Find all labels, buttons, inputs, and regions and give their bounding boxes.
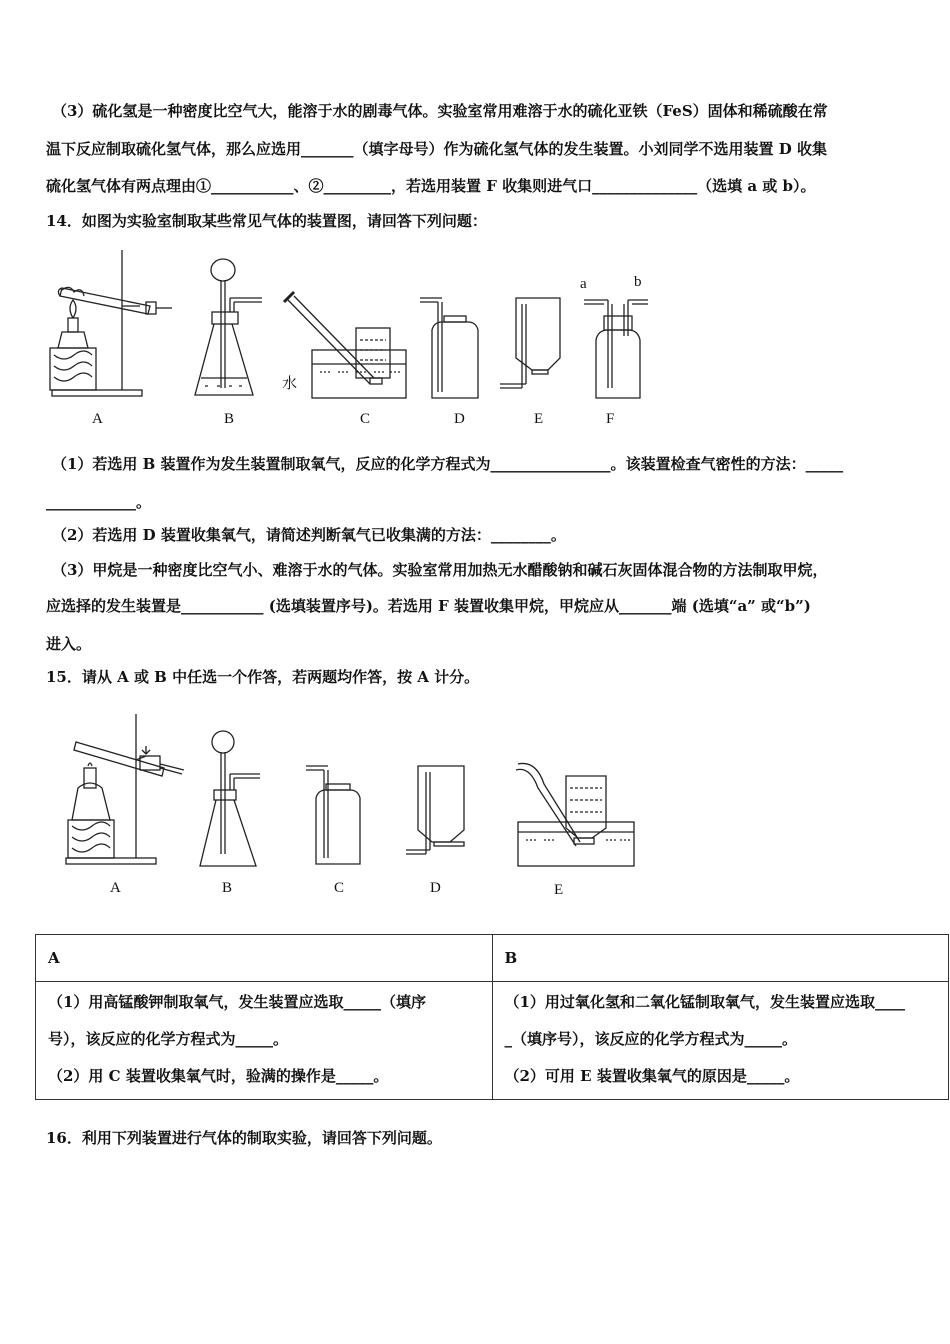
q15-label-d: D xyxy=(430,880,441,896)
q14-apparatus-figure xyxy=(40,240,680,435)
q14-label-b: B xyxy=(224,411,235,427)
q14-part2: （2）若选用 D 装置收集氧气，请简述判断氧气已收集满的方法：________。 xyxy=(52,526,566,544)
q15-a-line1: （1）用高锰酸钾制取氧气，发生装置应选取_____（填序 xyxy=(48,993,426,1011)
q14-part1-line2: ____________。 xyxy=(46,493,152,511)
q15-label-b: B xyxy=(222,880,233,896)
q15-col-b-body xyxy=(492,982,949,1100)
q14-part3-line1: （3）甲烷是一种密度比空气小、难溶于水的气体。实验室常用加热无水醋酸钠和碱石灰固体混合物的方法制取甲烷， xyxy=(52,561,828,579)
q15-apparatus-a xyxy=(66,714,184,864)
q14-apparatus-a xyxy=(50,250,172,396)
q15-label-a: A xyxy=(110,880,121,896)
q15-col-b-header: B xyxy=(492,935,949,982)
q14-label-a: A xyxy=(92,411,103,427)
q14-label-d: D xyxy=(454,411,465,427)
q14-stem: 14．如图为实验室制取某些常见气体的装置图，请回答下列问题： xyxy=(46,212,487,230)
q16-stem: 16．利用下列装置进行气体的制取实验，请回答下列问题。 xyxy=(46,1129,442,1147)
q15-col-a-body xyxy=(36,982,493,1100)
q14-apparatus-e xyxy=(500,298,560,388)
q15-label-c: C xyxy=(334,880,345,896)
q15-apparatus-b xyxy=(200,731,260,866)
q15-col-a-header: A xyxy=(36,935,493,982)
q15-b-line1: （1）用过氧化氢和二氧化锰制取氧气，发生装置应选取____ xyxy=(504,993,905,1011)
q14-water-label: 水 xyxy=(282,376,298,392)
q15-b-line3: （2）可用 E 装置收集氧气的原因是_____。 xyxy=(504,1067,800,1085)
q14-port-b-label: b xyxy=(634,274,642,290)
q15-choice-table xyxy=(35,934,949,1100)
q14-part3-line3: 进入。 xyxy=(46,635,92,653)
q15-apparatus-d xyxy=(406,766,464,854)
q13-part3-line2: 温下反应制取硫化氢气体，那么应选用_______（填字母号）作为硫化氢气体的发生装置。小刘同学不选用装置 D 收集 xyxy=(46,140,827,158)
q13-part3-line1: （3）硫化氢是一种密度比空气大，能溶于水的剧毒气体。实验室常用难溶于水的硫化亚铁（FeS）固体和稀硫酸在常 xyxy=(52,102,828,120)
q15-label-e: E xyxy=(554,882,564,898)
q15-b-line2: _（填序号），该反应的化学方程式为_____。 xyxy=(504,1030,798,1048)
q15-apparatus-e xyxy=(516,763,634,866)
q14-port-a-label: a xyxy=(580,276,587,292)
q15-apparatus-c xyxy=(306,766,360,864)
q15-a-line3: （2）用 C 装置收集氧气时，验满的操作是_____。 xyxy=(48,1067,389,1085)
q14-label-c: C xyxy=(360,411,371,427)
q15-a-line2: 号），该反应的化学方程式为_____。 xyxy=(48,1030,289,1048)
q14-part1-line1: （1）若选用 B 装置作为发生装置制取氧气，反应的化学方程式为________________。该装置检查气密性的方法：_____ xyxy=(52,455,844,473)
q14-apparatus-c xyxy=(284,292,406,398)
q14-part3-line2: 应选择的发生装置是___________ (选填装置序号)。若选用 F 装置收集甲烷，甲烷应从_______端 (选填“a” 或“b”) xyxy=(46,597,811,615)
q14-apparatus-f xyxy=(580,274,648,398)
q13-part3-line3: 硫化氢气体有两点理由①___________、②_________，若选用装置 F 收集则进气口______________（选填 a 或 b）。 xyxy=(46,177,816,195)
q15-apparatus-figure xyxy=(60,708,660,903)
q14-apparatus-d xyxy=(420,298,478,398)
q15-stem: 15．请从 A 或 B 中任选一个作答，若两题均作答，按 A 计分。 xyxy=(46,668,480,686)
q14-apparatus-b xyxy=(195,259,262,395)
q14-label-e: E xyxy=(534,411,544,427)
q14-label-f: F xyxy=(606,411,615,427)
